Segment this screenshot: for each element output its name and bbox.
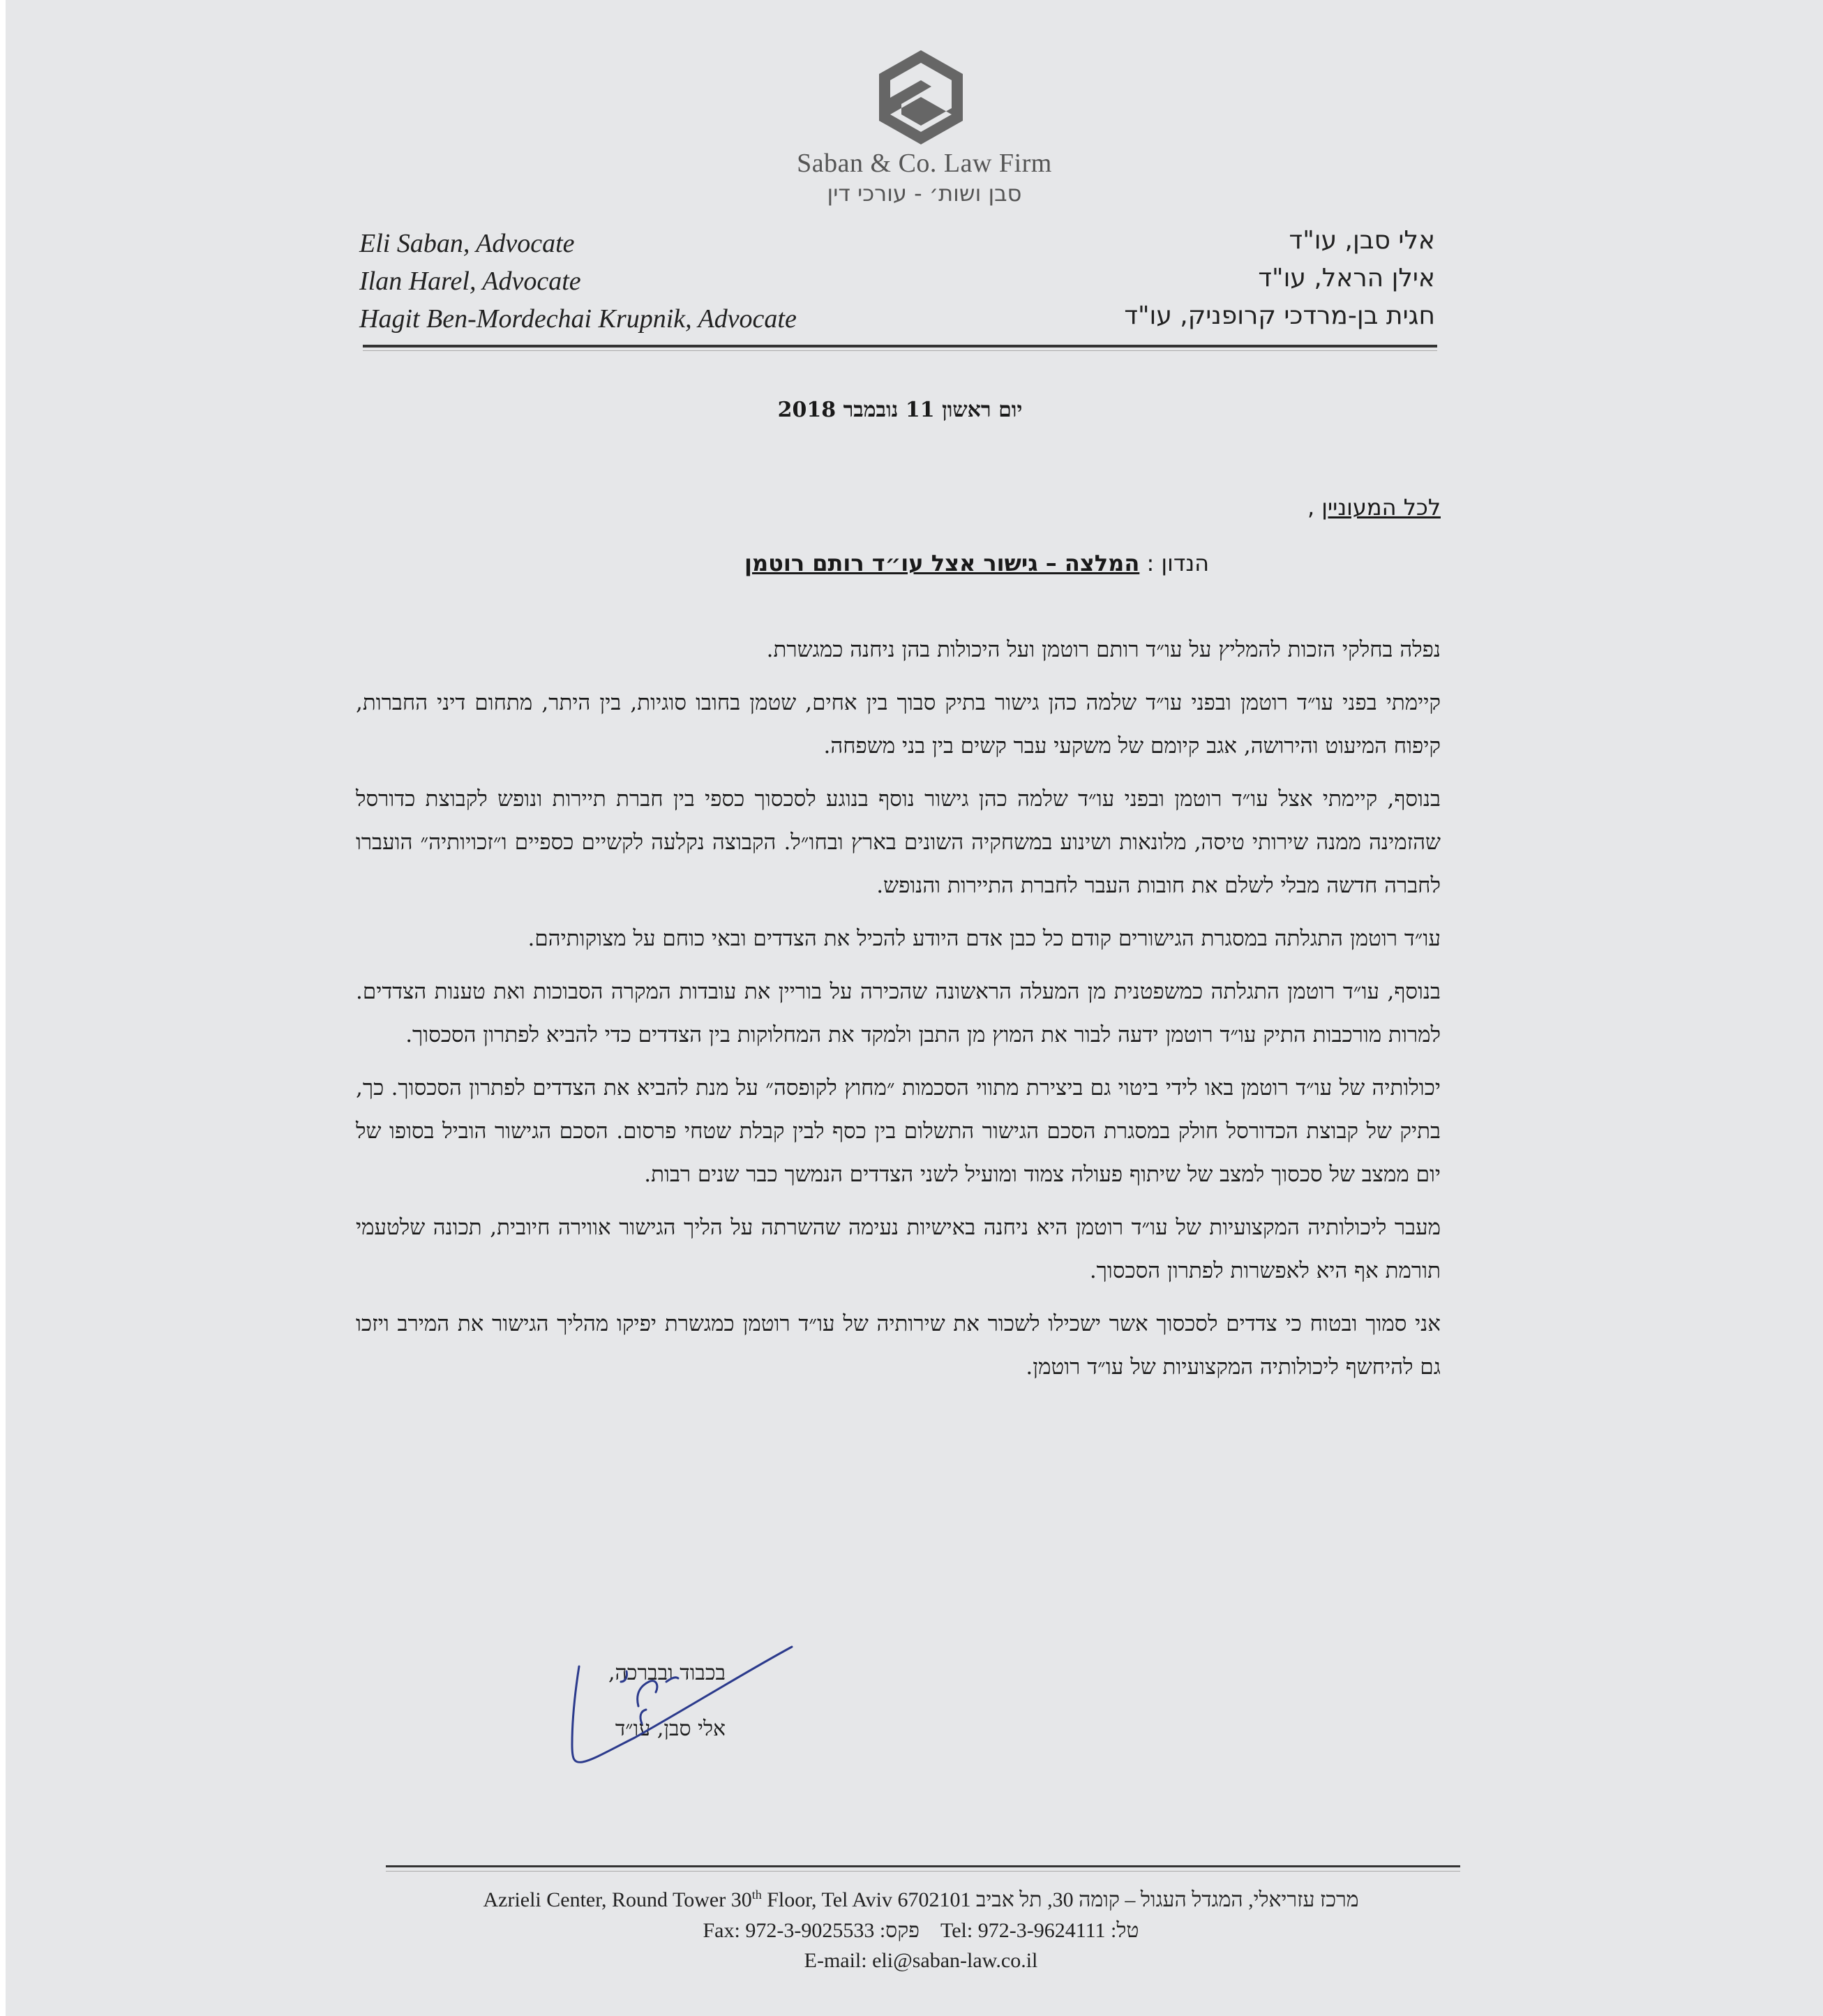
footer-divider — [386, 1865, 1460, 1867]
attorney-en: Ilan Harel, Advocate — [359, 267, 581, 296]
subject-title: המלצה – גישור אצל עו״ד רותם רוטמן — [744, 550, 1140, 576]
address-en-sup: th — [751, 1888, 762, 1902]
salutation — [1307, 494, 1441, 521]
tel-en-label: Tel: — [940, 1919, 973, 1942]
page-edge — [0, 0, 6, 2016]
footer-divider-shadow — [386, 1871, 1460, 1872]
email-address[interactable]: eli@saban-law.co.il — [872, 1949, 1038, 1972]
handwritten-signature-icon — [516, 1640, 809, 1779]
body-paragraph: עו״ד רוטמן התגלתה במסגרת הגישורים קודם כל כבן אדם היודע להכיל את הצדדים ובאי כוחם על מצוקותיהם. — [527, 926, 1441, 951]
email-label: E-mail: — [804, 1949, 867, 1972]
body-paragraph: יכולותיה של עו״ד רוטמן באו לידי ביטוי גם ביצירת מתווי הסכמות ״מחוץ לקופסה״ על מנת להביא את הצדדים לפתרון הסכסוך. כך, בתיק של קבוצת הכדורסל חולק במסגרת הסכם הגישור התשלום בין כסף לבין קבלת שטחי פרסום. הסכם הגישור הוביל בסופו של יום ממצב של סכסוך למצב של שיתוף פעולה צמוד ומועיל לשני הצדדים הנמשך כבר שנים רבות. — [356, 1075, 1441, 1187]
salutation-text: לכל המעוניין — [1321, 494, 1441, 521]
attorneys-he — [1124, 222, 1435, 335]
body-paragraph: קיימתי בפני עו״ד רוטמן ובפני עו״ד שלמה כהן גישור בתיק סבוך בין אחים, שטמן בחובו סוגיות, בין היתר, מתחום דיני החברות, קיפוח המיעוט והירושה, אגב קיומם של משקעי עבר קשים בין בני משפחה. — [356, 690, 1441, 759]
attorney-he: אילן הראל, עו"ד — [1258, 264, 1435, 292]
tel-number: 972-3-9624111 — [977, 1919, 1106, 1942]
attorney-en: Eli Saban, Advocate — [359, 229, 575, 258]
letter-body — [356, 628, 1441, 1398]
footer-address — [377, 1888, 1465, 1912]
attorney-he: חגית בן-מרדכי קרופניק, עו"ד — [1124, 301, 1435, 330]
footer-phone — [377, 1919, 1465, 1943]
footer-email — [377, 1949, 1465, 1973]
body-paragraph: בנוסף, קיימתי אצל עו״ד רוטמן ובפני עו״ד שלמה כהן גישור נוסף בנוגע לסכסוך כספי בין חברת תיירות ונופש לקבוצת כדורסל שהזמינה ממנה שירותי טיסה, מלונאות ושינוע במשחקיה השונים בארץ ובחו״ל. הקבוצה נקלעה לקשיים כספיים ו״זכויותיה״ הועברו לחברה חדשה מבלי לשלם את חובות העבר לחברת התיירות והנופש. — [356, 786, 1441, 898]
address-he: מרכז עזריאלי, המגדל העגול – קומה 30, תל אביב — [975, 1888, 1359, 1911]
firm-name-he: סבן ושות׳ - עורכי דין — [827, 180, 1022, 207]
attorney-en: Hagit Ben-Mordechai Krupnik, Advocate — [359, 304, 797, 334]
header-divider — [363, 345, 1437, 348]
fax-he-label: פקס: — [879, 1919, 920, 1942]
body-paragraph: מעבר ליכולותיה המקצועיות של עו״ד רוטמן היא ניחנה באישיות נעימה שהשרתה על הליך הגישור אווירה חיובית, תכונה שלטעמי תורמת אף היא לאפשרות לפתרון הסכסוך. — [356, 1215, 1441, 1283]
letter-date: יום ראשון 11 נובמבר 2018 — [777, 398, 1023, 422]
firm-name-en: Saban & Co. Law Firm — [797, 149, 1052, 178]
subject-label: הנדון : — [1146, 550, 1210, 576]
body-paragraph: נפלה בחלקי הזכות להמליץ על עו״ד רותם רוטמן ועל היכולות בהן ניחנה כמגשרת. — [766, 637, 1441, 662]
address-en-post: Floor, Tel Aviv 6702101 — [761, 1888, 971, 1911]
tel-he-label: טל: — [1111, 1919, 1139, 1942]
fax-number: 972-3-9025533 — [745, 1919, 875, 1942]
hexagon-s-logo-icon — [876, 50, 966, 144]
body-paragraph: בנוסף, עו״ד רוטמן התגלתה כמשפטנית מן המעלה הראשונה שהכירה על בוריין את עובדות המקרה הסבוכות ואת טענות הצדדים. למרות מורכבות התיק עו״ד רוטמן ידעה לבור את המוץ מן התבן ולמקד את המחלוקות בין הצדדים כדי להביא לפתרון הסכסוך. — [356, 979, 1441, 1047]
salutation-comma: , — [1307, 494, 1315, 521]
signer-name: אלי סבן, עו״ד — [615, 1717, 726, 1741]
attorney-he: אלי סבן, עו"ד — [1289, 226, 1435, 255]
subject-line — [593, 550, 1360, 576]
attorneys-en — [359, 225, 797, 338]
fax-en-label: Fax: — [703, 1919, 740, 1942]
header-divider-shadow — [363, 350, 1437, 351]
address-en-pre: Azrieli Center, Round Tower 30 — [483, 1888, 752, 1911]
body-paragraph: אני סמוך ובטוח כי צדדים לסכסוך אשר ישכילו לשכור את שירותיה של עו״ד רוטמן כמגשרת יפיקו מהליך הגישור את המירב ויזכו גם להיחשף ליכולותיה המקצועיות של עו״ד רוטמן. — [356, 1311, 1441, 1380]
closing-greeting: בכבוד ובברכה, — [608, 1661, 726, 1685]
